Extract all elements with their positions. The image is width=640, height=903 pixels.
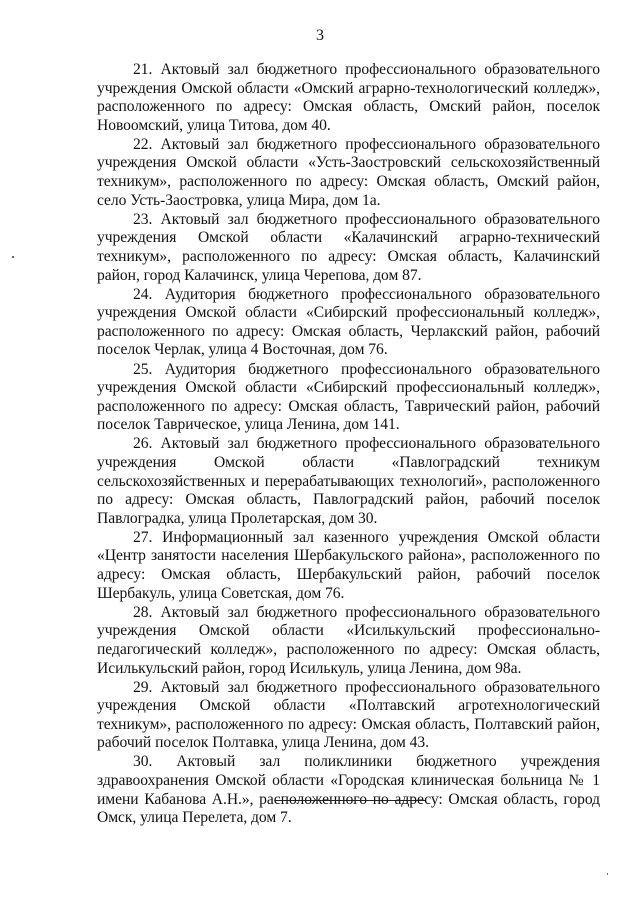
scan-speck — [607, 873, 608, 875]
end-divider-line — [275, 800, 425, 801]
list-item: 26. Актовый зал бюджетного профессионального образовательного учреждения Омской области «Павлоградский техникум сельскохозяйственных и перерабатывающих технологий», расположенного по адресу: Омская область, Павлоградский район, рабочий поселок Павлоградка, улица Пролетарская, дом 30. — [97, 435, 600, 527]
list-item: 25. Аудитория бюджетного профессионального образовательного учреждения Омской области «Сибирский профессиональный колледж», расположенного по адресу: Омская область, Таврический район, рабочий поселок Таврическое, улица Ленина, дом 141. — [97, 360, 600, 434]
list-item: 27. Информационный зал казенного учреждения Омской области «Центр занятости населения Шербакульского района», расположенного по адресу: Омская область, Шербакульский район, рабочий поселок Шербакуль, улица Советская, дом 76. — [97, 528, 600, 602]
list-item: 29. Актовый зал бюджетного профессионального образовательного учреждения Омской области «Полтавский агротехнологический техникум», расположенного по адресу: Омская область, Полтавский район, рабочий поселок Полтавка, улица Ленина, дом 43. — [97, 678, 600, 752]
page-number: 3 — [316, 27, 324, 44]
list-item: 21. Актовый зал бюджетного профессионального образовательного учреждения Омской области «Омский аграрно-технологический колледж», расположенного по адресу: Омская область, Омский район, поселок Новоомский, улица Титова, дом 40. — [97, 61, 600, 134]
list-item: 22. Актовый зал бюджетного профессионального образовательного учреждения Омской области «Усть-Заостровский сельскохозяйственный техникум», расположенного по адресу: Омская область, Омский район, село Усть-Заостровка, улица Мира, дом 1а. — [97, 135, 600, 209]
list-item: 28. Актовый зал бюджетного профессионального образовательного учреждения Омской области «Исилькульский профессионально-педагогический колледж», расположенного по адресу: Омская область, Исилькульский район, город Исилькуль, улица Ленина, дом 98а. — [97, 603, 600, 677]
list-item: 24. Аудитория бюджетного профессионального образовательного учреждения Омской области «Сибирский профессиональный колледж», расположенного по адресу: Омская область, Черлакский район, рабочий поселок Черлак, улица 4 Восточная, дом 76. — [97, 285, 600, 359]
scan-speck — [12, 256, 14, 258]
list-item: 30. Актовый зал поликлиники бюджетного учреждения здравоохранения Омской области «Городская клиническая больница № 1 имени Кабанова А.Н.», расположенного по адресу: Омская область, город Омск, улица Перелета, дом 7. — [97, 753, 600, 827]
document-body — [97, 61, 600, 828]
list-item: 23. Актовый зал бюджетного профессионального образовательного учреждения Омской области «Калачинский аграрно-технический техникум», расположенного по адресу: Омская область, Калачинский район, город Калачинск, улица Черепова, дом 87. — [97, 210, 600, 284]
